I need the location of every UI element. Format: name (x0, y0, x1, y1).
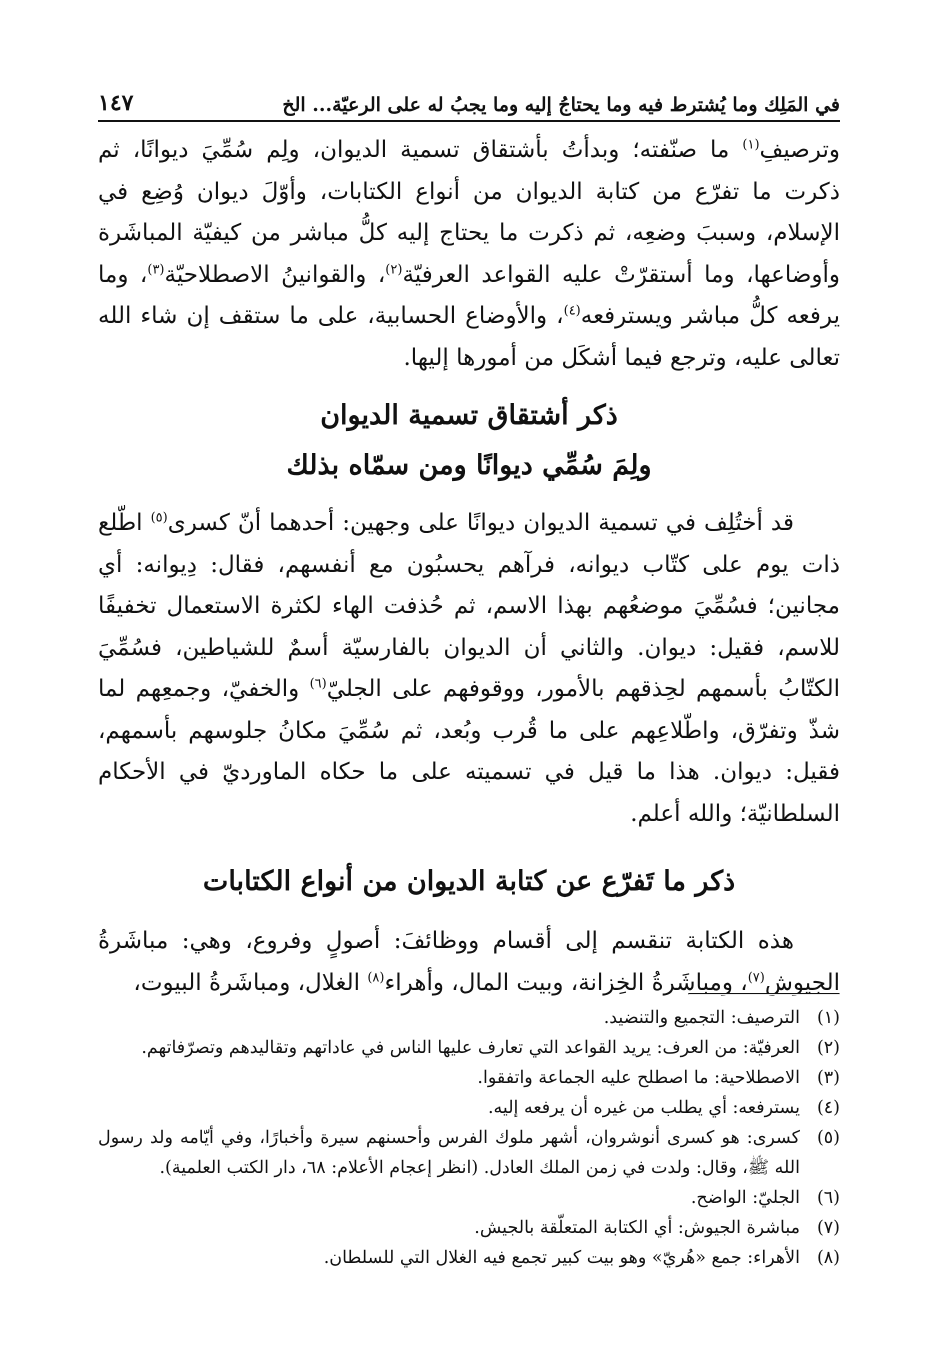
footnote-text: الجليّ: الواضح. (690, 1188, 800, 1208)
footnote-ref: (٥) (150, 510, 168, 526)
footnote-item (98, 1003, 840, 1033)
text-run: ما صنّفته؛ وبدأتُ بأشتقاق تسمية الديوان، ولِم سُمِّيَ ديوانًا، ثم ذكرت ما تفرّع من كتابة الديوان من أنواع الكتابات، وأوّلَ ديوان وُضِع في الإسلام، وسببَ وضعِه، ثم ذكرت ما يحتاج إليه كلُّ مباشر من كيفيّة المباشَرة وأوضاعها، وما أستقرّتْ عليه القواعد العرفيّة (98, 137, 840, 288)
footnote-text: كسرى: هو كسرى أنوشروان، أشهر ملوك الفرس وأحسنهم سيرة وأخبارًا، وفي أيّامه ولد رسول الله ﷺ، وقال: ولدت في زمن الملك العادل. (انظر إعجام الأعلام: ٦٨، دار الكتب العلمية). (98, 1128, 800, 1178)
text-run: قد أختُلِف في تسمية الديوان ديوانًا على وجهين: أحدهما أنّ كسرى (167, 510, 794, 536)
footnote-ref: (٧) (747, 969, 765, 985)
section-heading: ذكر ما تَفرّع عن كتابة الديوان من أنواع الكتابات (202, 866, 736, 897)
page-number: ١٤٧ (98, 90, 134, 116)
footnote-ref: (٣) (147, 261, 165, 277)
footnote-item (98, 1243, 840, 1273)
header-title: في المَلِك وما يُشترط فيه وما يحتاجُ إليه وما يجبُ له على الرعيّة... الخ (282, 94, 840, 116)
footnote-ref: (٢) (385, 261, 403, 277)
footnote-ref: (٦) (309, 676, 327, 692)
footnote-item (98, 1093, 840, 1123)
footnote-number: (٢) (816, 1038, 840, 1058)
footnote-text: العرفيّة: من العرف: يريد القواعد التي تعارف عليها الناس في عاداتهم وتقاليدهم وتصرّفاتهم. (141, 1038, 800, 1058)
footnote-text: مباشرة الجيوش: أي الكتابة المتعلّقة بالجيش. (474, 1218, 800, 1238)
footnote-item (98, 1063, 840, 1093)
footnote-item (98, 1033, 840, 1063)
footnote-ref: (٨) (367, 969, 385, 985)
footnote-number: (٧) (816, 1218, 840, 1238)
footnote-number: (١) (816, 1008, 840, 1028)
text-run: ، والقوانينُ الاصطلاحيّة (164, 261, 386, 288)
text-run: وترصيفِ (759, 137, 840, 163)
text-run: ، والأوضاع الحسابية، على ما ستقف إن شاء الله تعالى عليه، وترجع فيما أشكَل من أمورها إليها. (98, 303, 840, 371)
footnote-text: الترصيف: التجميع والتنضيد. (603, 1008, 800, 1028)
footnote-number: (٣) (816, 1068, 840, 1088)
text-run: والخفيّ، وجمعِهم لما شذّ وتفرّق، واطّلاعِهم على ما قُرب وبُعد، ثم سُمِّيَ مكانُ جلوسهم بأسمهم، فقيل: ديوان. هذا ما قيل في تسميته على ما حكاه الماورديّ في الأحكام السلطانيّة؛ والله أعلم. (98, 676, 840, 827)
running-header (98, 76, 840, 122)
footnote-number: (٦) (816, 1188, 840, 1208)
footnote-text: الاصطلاحية: ما اصطلح عليه الجماعة واتفقوا. (477, 1068, 800, 1088)
text-run: الغلال، ومباشَرةُ البيوت، (133, 969, 368, 996)
footnote-divider (688, 993, 840, 995)
footnote-number: (٤) (816, 1098, 840, 1118)
section-heading-subtitle: ولِمَ سُمِّي ديوانًا ومن سمّاه بذلك (286, 450, 652, 481)
text-run: اطّلع ذات يوم على كتّاب ديوانه، فرآهم يحسبُون مع أنفسهم، فقال: دِيوانه: أي مجانين؛ فسُمِّيَ موضعُهم بهذا الاسم، ثم حُذفت الهاء لكثرة الاستعمال تخفيفًا للاسم، فقيل: ديوان. والثاني أن الديوان بالفارسيّة أسمٌ للشياطين، فسُمِّيَ الكتّابُ بأسمهم لحِذقهم بالأمور، ووقوفهم على الجليّ (98, 510, 840, 702)
text-run: هذه الكتابة تنقسم إلى أقسام ووظائفَ: أصولٍ وفروع، وهي: مباشَرةُ الجيوش (98, 928, 840, 996)
section-heading: ذكر أشتقاق تسمية الديوان (320, 400, 618, 431)
main-text (98, 130, 840, 1004)
paragraph-intro (98, 130, 840, 379)
footnote-text: يسترفعه: أي يطلب من غيره أن يرفعه إليه. (487, 1098, 800, 1118)
footnote-ref: (٤) (563, 303, 581, 319)
text-run: ، ومباشَرةُ الخِزانة، وبيت المال، وأهراء (384, 969, 748, 996)
paragraph-divisions (98, 921, 840, 1004)
text-run: ، وما يرفعه كلُّ مباشر ويسترفعه (98, 261, 840, 329)
footnotes (98, 1003, 840, 1273)
footnote-item (98, 1123, 840, 1183)
footnote-item (98, 1183, 840, 1213)
footnote-text: الأهراء: جمع «هُريّ» وهو بيت كبير تجمع فيه الغلال التي للسلطان. (323, 1248, 800, 1268)
footnote-number: (٨) (816, 1248, 840, 1268)
footnote-number: (٥) (816, 1128, 840, 1148)
footnote-item (98, 1213, 840, 1243)
paragraph-etymology (98, 503, 840, 835)
footnote-ref: (١) (742, 137, 760, 153)
